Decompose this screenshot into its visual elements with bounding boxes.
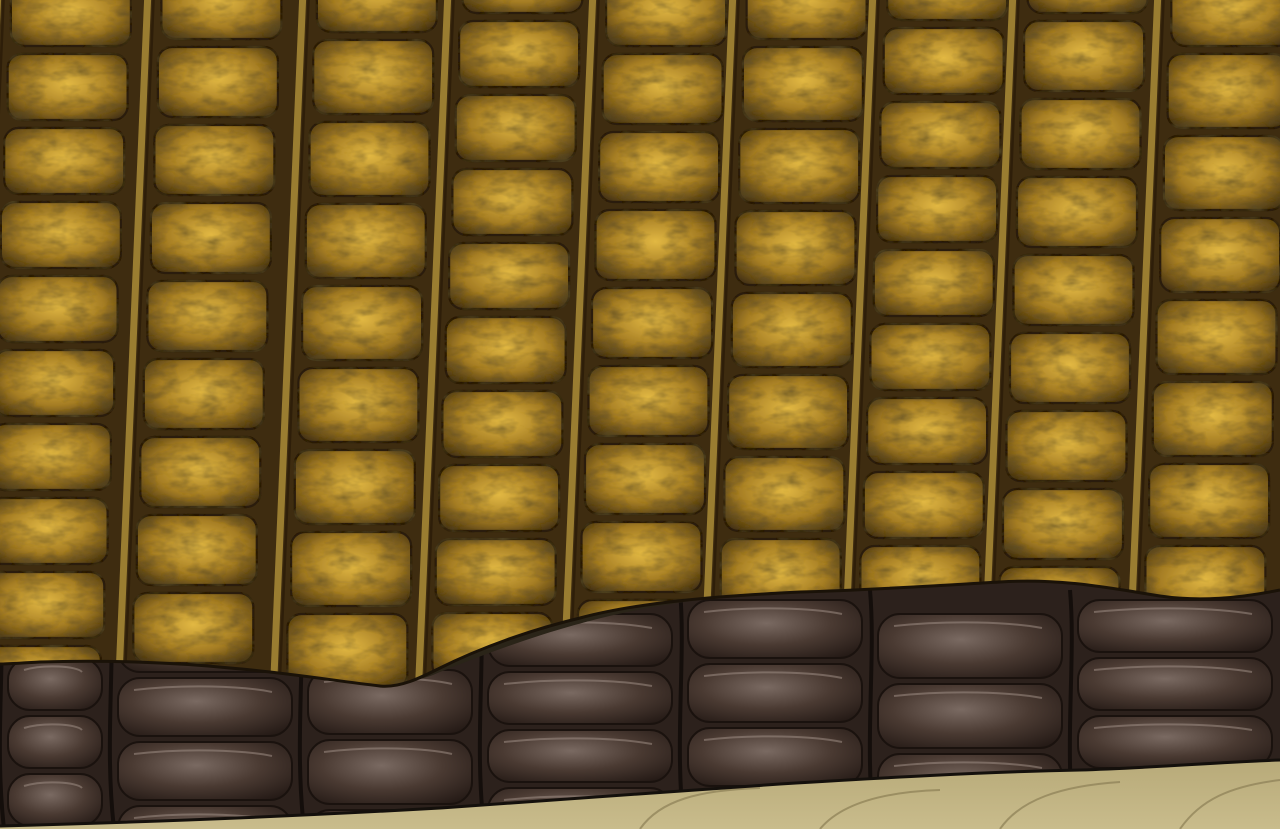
gold-scale	[728, 375, 848, 449]
gold-scale	[317, 0, 437, 32]
gold-scale	[137, 515, 257, 585]
gold-scale	[0, 424, 111, 490]
gold-scale	[1, 202, 121, 268]
gold-scale	[449, 243, 569, 309]
gold-scale	[295, 450, 415, 524]
gold-scale	[582, 522, 702, 592]
gold-scale	[1149, 464, 1269, 538]
gold-scale	[1153, 382, 1273, 456]
gold-scale	[1160, 218, 1280, 292]
brown-scale	[878, 684, 1062, 748]
gold-scale	[1021, 99, 1141, 169]
brown-scale	[308, 740, 472, 804]
gold-scale	[0, 572, 104, 638]
gold-scale	[144, 359, 264, 429]
gold-scale	[870, 324, 990, 390]
gold-scale	[140, 437, 260, 507]
gold-scale	[739, 129, 859, 203]
gold-scale	[864, 472, 984, 538]
gold-scale	[151, 203, 271, 273]
gold-scale	[589, 366, 709, 436]
gold-scale	[147, 281, 267, 351]
gold-scale	[606, 0, 726, 46]
gold-scale	[310, 122, 430, 196]
gold-scale	[747, 0, 867, 39]
gold-scale	[724, 457, 844, 531]
gold-scale	[446, 317, 566, 383]
brown-scale	[878, 614, 1062, 678]
gold-scale	[1164, 136, 1280, 210]
gold-scale	[154, 125, 274, 195]
gold-scale	[439, 465, 559, 531]
gold-scale	[887, 0, 1007, 20]
gold-scale	[736, 211, 856, 285]
gold-scale	[11, 0, 131, 46]
gold-scale	[0, 498, 108, 564]
gold-scale	[1007, 411, 1127, 481]
gold-scale	[302, 286, 422, 360]
gold-scale	[1014, 255, 1134, 325]
gold-scale	[306, 204, 426, 278]
gold-scale	[874, 250, 994, 316]
gold-scale	[456, 95, 576, 161]
gold-scale	[313, 40, 433, 114]
gold-scale	[867, 398, 987, 464]
gold-scale	[1028, 0, 1148, 13]
gold-scale	[8, 54, 128, 120]
gold-scale	[1017, 177, 1137, 247]
gold-scale	[585, 444, 705, 514]
gold-scale	[459, 21, 579, 87]
gold-scale	[596, 210, 716, 280]
gold-scale	[4, 128, 124, 194]
gold-scale	[880, 102, 1000, 168]
gold-scale	[298, 368, 418, 442]
gold-scale	[1003, 489, 1123, 559]
gold-scale	[291, 532, 411, 606]
gold-scale	[1168, 54, 1280, 128]
gold-scale	[884, 28, 1004, 94]
gold-scale	[1010, 333, 1130, 403]
gold-scale	[436, 539, 556, 605]
gold-scale	[442, 391, 562, 457]
gold-scale	[592, 288, 712, 358]
gold-scale	[599, 132, 719, 202]
gold-scale	[1157, 300, 1277, 374]
gold-scale	[462, 0, 582, 13]
gold-scale	[732, 293, 852, 367]
gold-scale	[0, 350, 114, 416]
gold-scale	[877, 176, 997, 242]
gold-scale	[452, 169, 572, 235]
gold-scale	[0, 276, 118, 342]
gold-scale	[161, 0, 281, 39]
gold-scale	[158, 47, 278, 117]
gold-scale	[743, 47, 863, 121]
gold-scale	[1171, 0, 1280, 46]
gold-scale	[603, 54, 723, 124]
gold-scale	[133, 593, 253, 663]
gold-scale	[1024, 21, 1144, 91]
